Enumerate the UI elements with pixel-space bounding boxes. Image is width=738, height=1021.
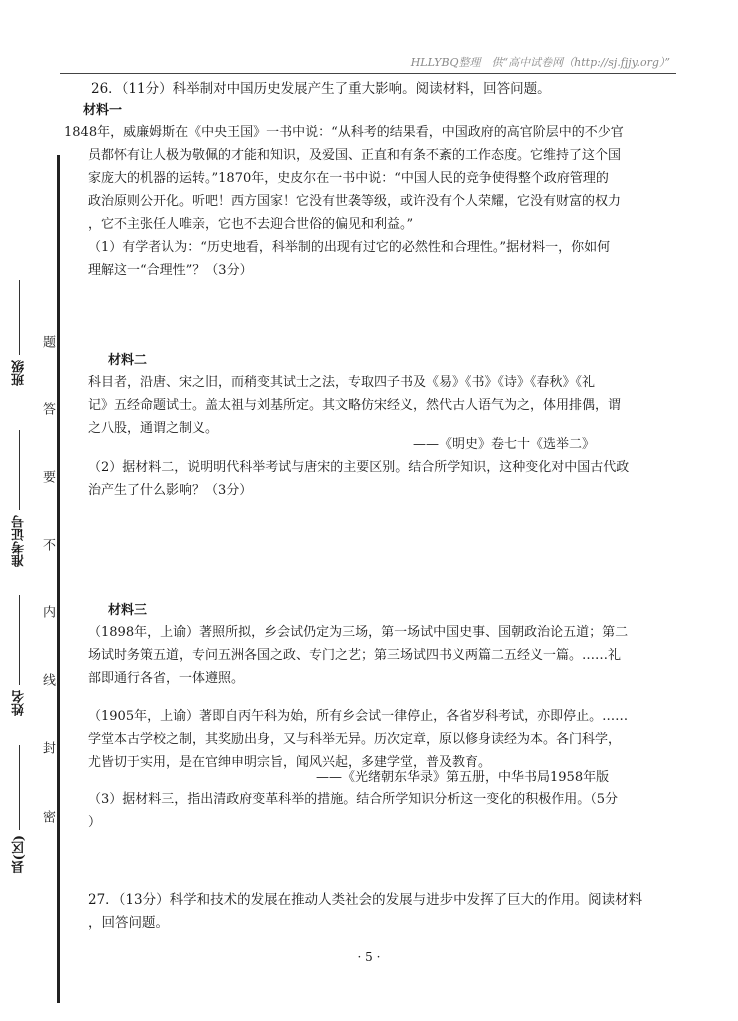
material-3-line: 场试时务策五道，专问五洲各国之政、专门之艺；第三场试四书义两篇二五经义一篇。……礼	[88, 648, 622, 663]
sub-question-2-line: 治产生了什么影响？（3分）	[88, 483, 253, 498]
material-1-line: 1848年，威廉姆斯在《中央王国》一书中说：“从科考的结果看，中国政府的高官阶层中的不少官	[64, 125, 624, 140]
seal-hint-char: 封	[40, 741, 55, 754]
seal-hint-char: 要	[40, 470, 55, 483]
sub-question-2	[88, 456, 629, 502]
page-number: · 5 ·	[357, 950, 381, 964]
material-1-line: 家庞大的机器的运转。”1870年，史皮尔在一书中说：“中国人民的竞争使得整个政府管理的	[88, 171, 609, 186]
material-3-source: ——《光绪朝东华录》第五册，中华书局1958年版	[316, 770, 610, 785]
page-header	[0, 0, 738, 80]
material-1-line: ，它不主张任人唯亲，它也不去迎合世俗的偏见和利益。”	[88, 217, 414, 232]
material-1-heading: 材料一	[83, 103, 123, 118]
material-1-line: 员都怀有让人极为敬佩的才能和知识，及爱国、正直和有条不紊的工作态度。它维持了这个国	[88, 148, 622, 163]
sub-question-3	[88, 788, 618, 834]
material-2-line: 记》五经命题试士。盖太祖与刘基所定。其文略仿宋经义，然代古人语气为之，体用排偶，谓	[88, 398, 622, 413]
exam-no-blank-line	[19, 430, 20, 510]
sub-question-1	[88, 236, 610, 282]
material-2-line: 科目者，沿唐、宋之旧，而稍变其试士之法，专取四子书及《易》《书》《诗》《春秋》《礼	[88, 375, 596, 390]
question-27-line: 27．（13分）科学和技术的发展在推动人类社会的发展与进步中发挥了巨大的作用。阅读材料	[88, 892, 643, 908]
seal-hint-char: 题	[40, 335, 55, 348]
material-3-line: （1905年，上谕）著即自丙午科为始，所有乡会试一律停止，各省岁科考试，亦即停止。……	[88, 709, 629, 724]
class-blank-line	[19, 280, 20, 355]
material-3-para-2	[88, 705, 628, 774]
sub-question-3-line: （3）据材料三，指出清政府变革科举的措施。结合所学知识分析这一变化的积极作用。（5分	[88, 792, 619, 807]
material-3-line: （1898年，上谕）著照所拟，乡会试仍定为三场，第一场试中国史事、国朝政治论五道；第二	[88, 625, 629, 640]
name-blank-line	[19, 595, 20, 685]
material-3-heading: 材料三	[108, 603, 148, 618]
sub-question-1-line: 理解这一“合理性”？（3分）	[88, 263, 253, 278]
question-27-line: ，回答问题。	[88, 915, 169, 931]
binding-line	[57, 155, 60, 1003]
class-label: 班级	[12, 360, 27, 386]
sub-question-2-line: （2）据材料二，说明明代科举考试与唐宋的主要区别。结合所学知识，这种变化对中国古代政	[88, 460, 630, 475]
material-2-line: 之八股，通谓之制义。	[88, 421, 219, 436]
question-26-title: 26．（11分）科举制对中国历史发展产生了重大影响。阅读材料，回答问题。	[91, 81, 551, 97]
header-watermark: HLLYBQ整理 供“高中试卷网（http://sj.fjjy.org）”	[410, 56, 670, 69]
material-3-para-1	[88, 621, 628, 690]
material-2-source: ——《明史》卷七十《选举二》	[413, 437, 596, 452]
county-blank-line	[19, 745, 20, 830]
sub-question-1-line: （1）有学者认为：“历史地看，科举制的出现有过它的必然性和合理性。”据材料一，你如何	[88, 240, 611, 255]
material-1-line: 政治原则公开化。听吧！西方国家！它没有世袭等级，或许没有个人荣耀，它没有财富的权力	[88, 194, 622, 209]
county-label: 县(区)	[12, 835, 27, 874]
material-2-heading: 材料二	[108, 353, 148, 368]
material-2-body	[88, 371, 621, 440]
header-rule	[60, 73, 676, 74]
material-3-line: 学堂本古学校之制，其奖励出身，又与科举无异。历次定章，原以修身读经为本。各门科学，	[88, 732, 622, 747]
seal-hint-char: 密	[40, 810, 55, 823]
material-3-line: 尤皆切于实用，是在官绅申明宗旨，闻风兴起，多建学堂，普及教育。	[88, 755, 492, 770]
exam-no-label: 准考证号	[12, 515, 27, 567]
material-1-body	[64, 121, 624, 236]
sub-question-3-line: ）	[88, 815, 102, 830]
seal-hint-char: 线	[40, 673, 55, 686]
seal-hint-char: 内	[40, 605, 55, 618]
material-3-line: 部即通行各省，一体遵照。	[88, 671, 245, 686]
question-27	[88, 889, 642, 935]
seal-hint-char: 答	[40, 402, 55, 415]
seal-hint-char: 不	[40, 538, 55, 551]
name-label: 姓名	[12, 690, 27, 716]
